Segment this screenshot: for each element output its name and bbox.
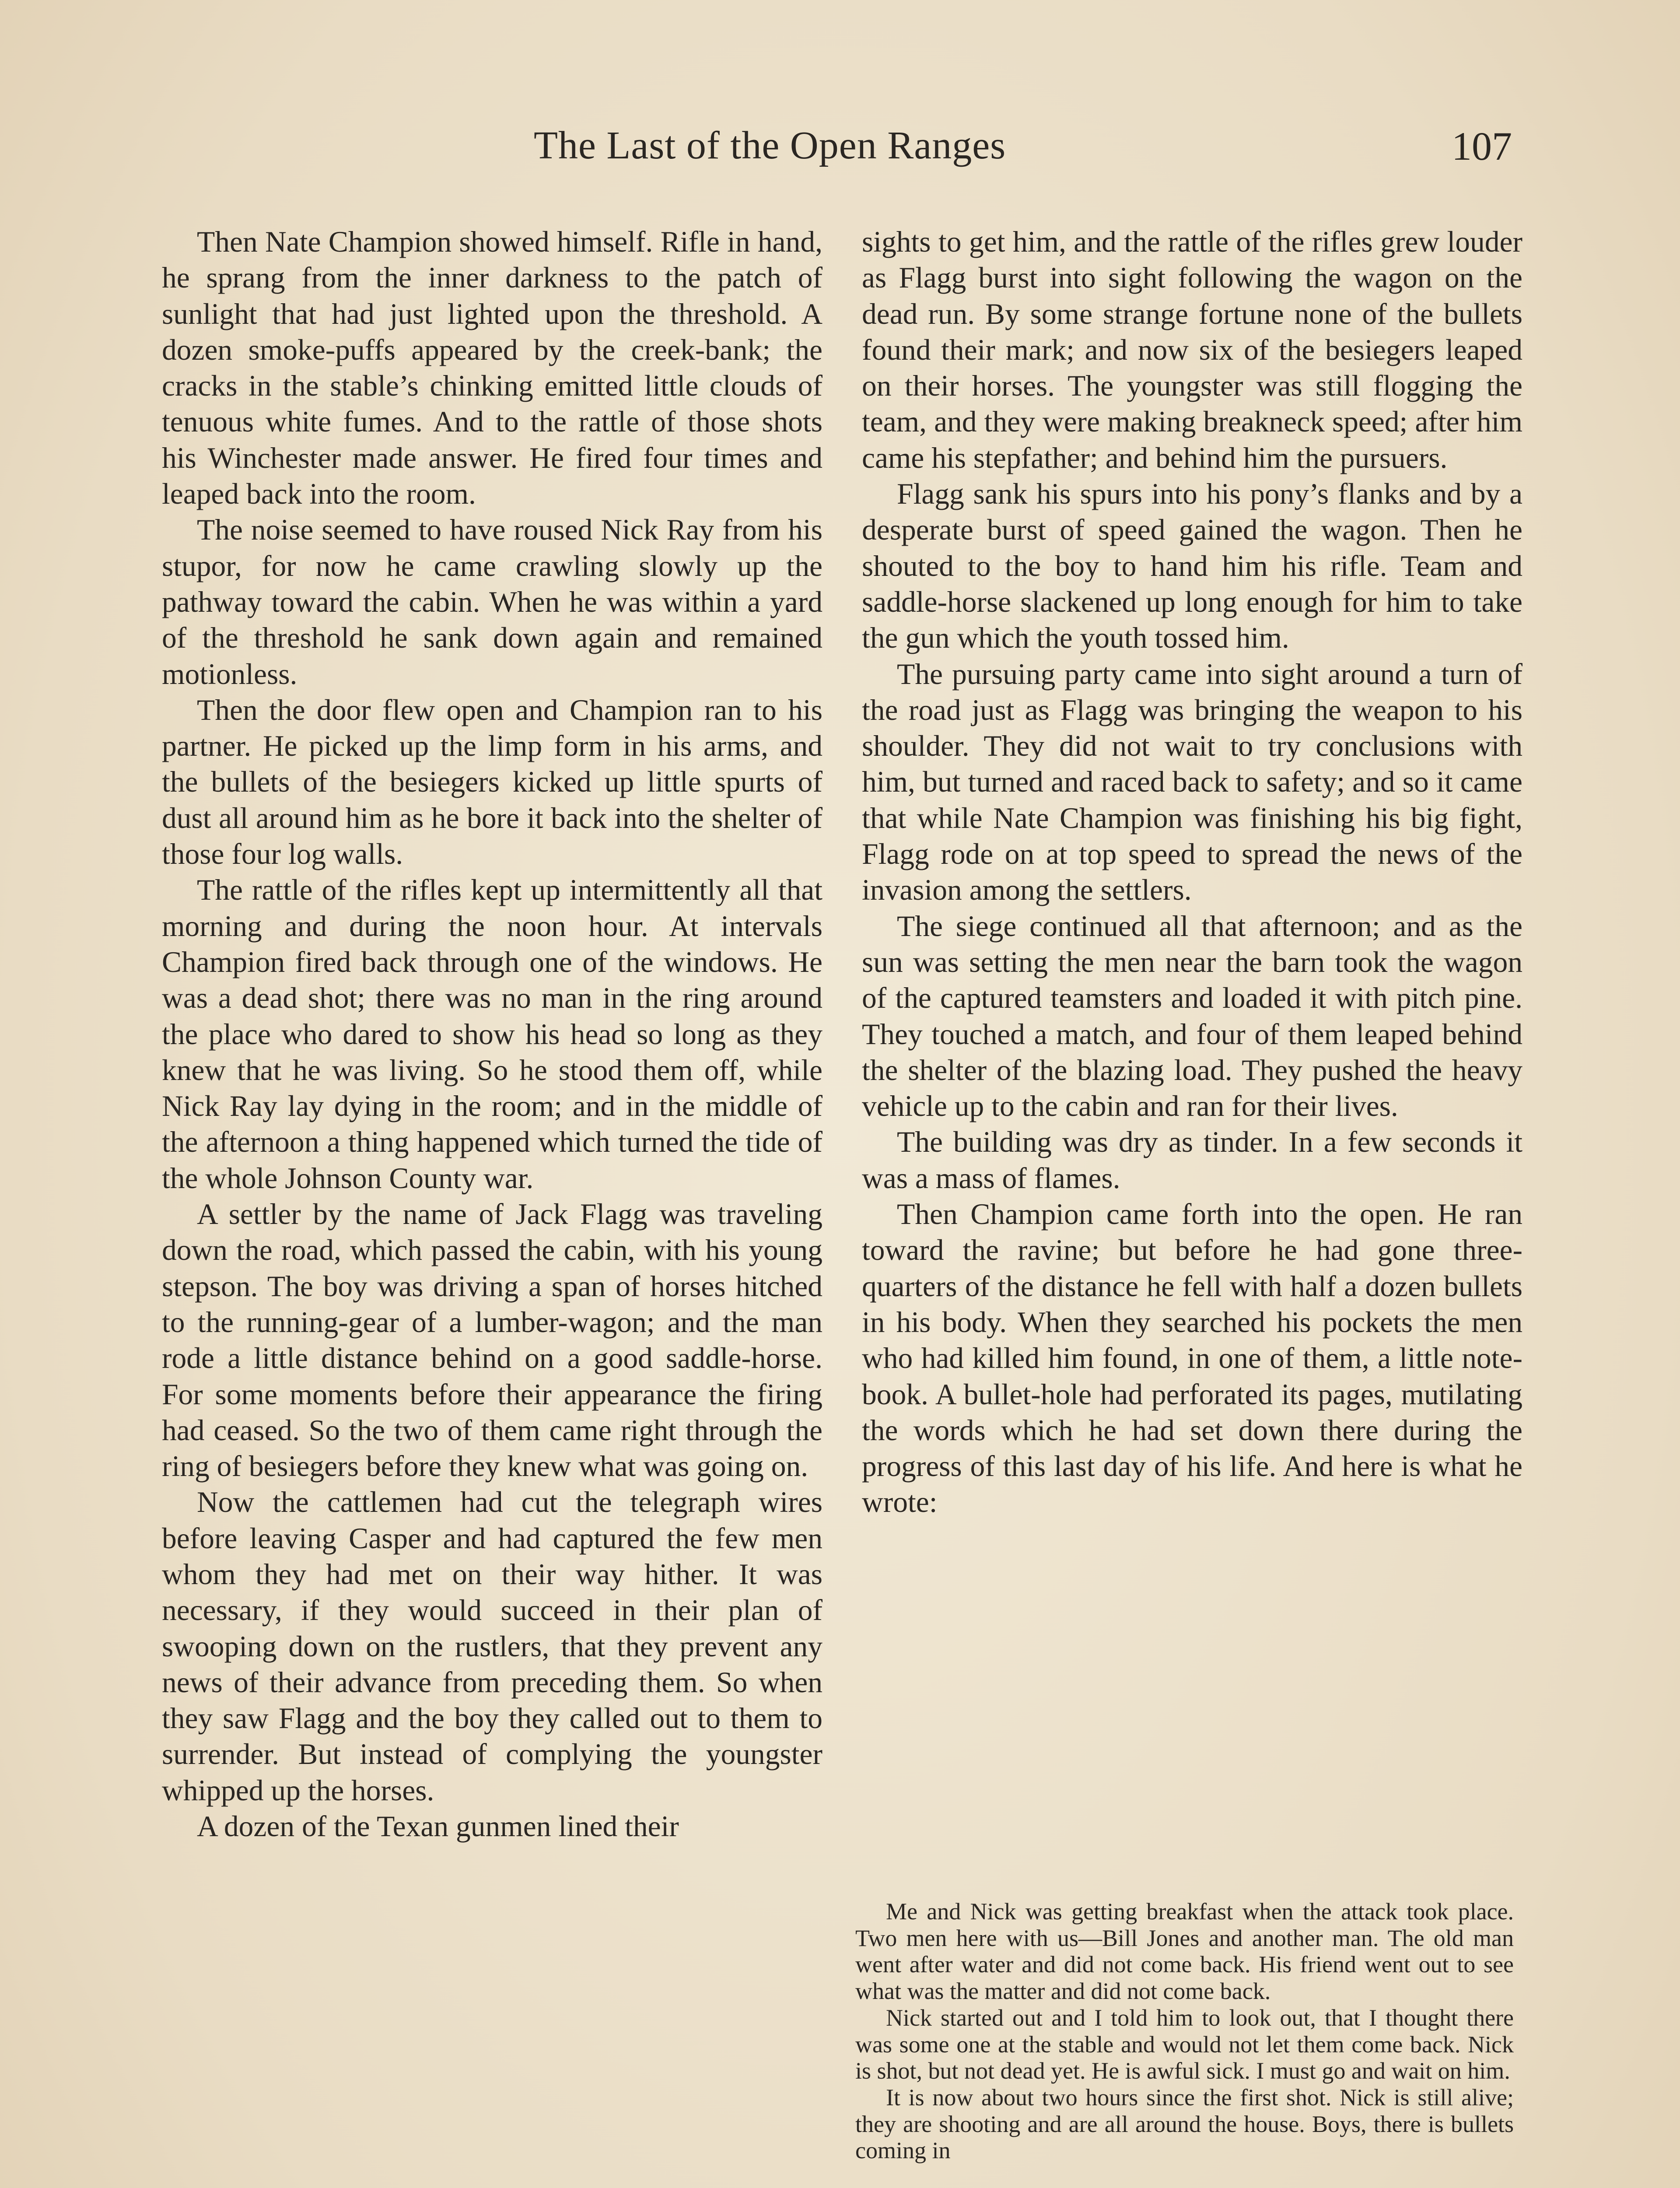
- page-title: The Last of the Open Ranges: [534, 124, 1006, 167]
- excerpt-paragraph: Me and Nick was getting breakfast when the attack took place. Two men here with us—Bill Jones and another man. The old man went after water and did not come back. His friend went out to see what was the matter and did not come back.: [855, 1898, 1514, 2005]
- paragraph: The noise seemed to have roused Nick Ray from his stupor, for now he came crawling slowly up the pathway toward the cabin. When he was within a yard of the threshold he sank down again and remained motionless.: [162, 513, 822, 691]
- paragraph: Then the door flew open and Champion ran to his partner. He picked up the limp form in his arms, and the bullets of the besiegers kicked up little spurts of dust all around him as he bore it back into the shelter of those four log walls.: [162, 693, 822, 871]
- paragraph: Flagg sank his spurs into his pony’s flanks and by a desperate burst of speed gained the wagon. Then he shouted to the boy to hand him his rifle. Team and saddle-horse slackened up long enough for him to take the gun which the youth tossed him.: [862, 477, 1522, 655]
- right-text-column: [862, 224, 1522, 1521]
- excerpt-paragraph: It is now about two hours since the first shot. Nick is still alive; they are shooting and are all around the house. Boys, there is bullets coming in: [855, 2084, 1514, 2164]
- paragraph: The siege continued all that afternoon; and as the sun was setting the men near the barn took the wagon of the captured teamsters and loaded it with pitch pine. They touched a match, and four of them leaped behind the shelter of the blazing load. They pushed the heavy vehicle up to the cabin and ran for their lives.: [862, 909, 1522, 1123]
- paragraph: Then Nate Champion showed himself. Rifle in hand, he sprang from the inner darkness to the patch of sunlight that had just lighted upon the threshold. A dozen smoke-puffs appeared by the creek-bank; the cracks in the stable’s chinking emitted little clouds of tenuous white fumes. And to the rattle of those shots his Winchester made answer. He fired four times and leaped back into the room.: [162, 225, 822, 511]
- paragraph: The pursuing party came into sight around a turn of the road just as Flagg was bringing the weapon to his shoulder. They did not wait to try conclusions with him, but turned and raced back to safety; and so it came that while Nate Champion was finishing his big fight, Flagg rode on at top speed to spread the news of the invasion among the settlers.: [862, 657, 1522, 907]
- paragraph: A dozen of the Texan gunmen lined their: [197, 1810, 679, 1843]
- paragraph: The rattle of the rifles kept up intermittently all that morning and during the noon hour. At intervals Champion fired back through one of the windows. He was a dead shot; there was no man in the ring around the place who dared to show his head so long as they knew that he was living. So he stood them off, while Nick Ray lay dying in the room; and in the middle of the afternoon a thing happened which turned the tide of the whole Johnson County war.: [162, 873, 822, 1195]
- paragraph: The building was dry as tinder. In a few seconds it was a mass of flames.: [862, 1126, 1522, 1195]
- excerpt-paragraph: Nick started out and I told him to look out, that I thought there was some one at the stable and would not let them come back. Nick is shot, but not dead yet. He is awful sick. I must go and wait on him.: [855, 2004, 1514, 2084]
- notebook-excerpt: [855, 1898, 1514, 2164]
- paragraph: Then Champion came forth into the open. He ran toward the ravine; but before he had gone three-quarters of the distance he fell with half a dozen bullets in his body. When they searched his pockets the men who had killed him found, in one of them, a little note-book. A bullet-hole had perforated its pages, mutilating the words which he had set down there during the progress of this last day of his life. And here is what he wrote:: [862, 1198, 1522, 1519]
- left-text-column: [162, 224, 822, 1844]
- page-number: 107: [1452, 124, 1512, 168]
- paragraph: Now the cattlemen had cut the telegraph wires before leaving Casper and had captured the few men whom they had met on their way hither. It was necessary, if they would succeed in their plan of swooping down on the rustlers, that they prevent any news of their advance from preceding them. So when they saw Flagg and the boy they called out to them to surrender. But instead of complying the youngster whipped up the horses.: [162, 1486, 822, 1807]
- paragraph-continued: sights to get him, and the rattle of the rifles grew louder as Flagg burst into sight following the wagon on the dead run. By some strange fortune none of the bullets found their mark; and now six of the besiegers leaped on their horses. The youngster was still flogging the team, and they were making breakneck speed; after him came his stepfather; and behind him the pursuers.: [862, 225, 1522, 474]
- paragraph: A settler by the name of Jack Flagg was traveling down the road, which passed the cabin, with his young stepson. The boy was driving a span of horses hitched to the running-gear of a lumber-wagon; and the man rode a little distance behind on a good saddle-horse. For some moments before their appearance the firing had ceased. So the two of them came right through the ring of besiegers before they knew what was going on.: [162, 1198, 822, 1483]
